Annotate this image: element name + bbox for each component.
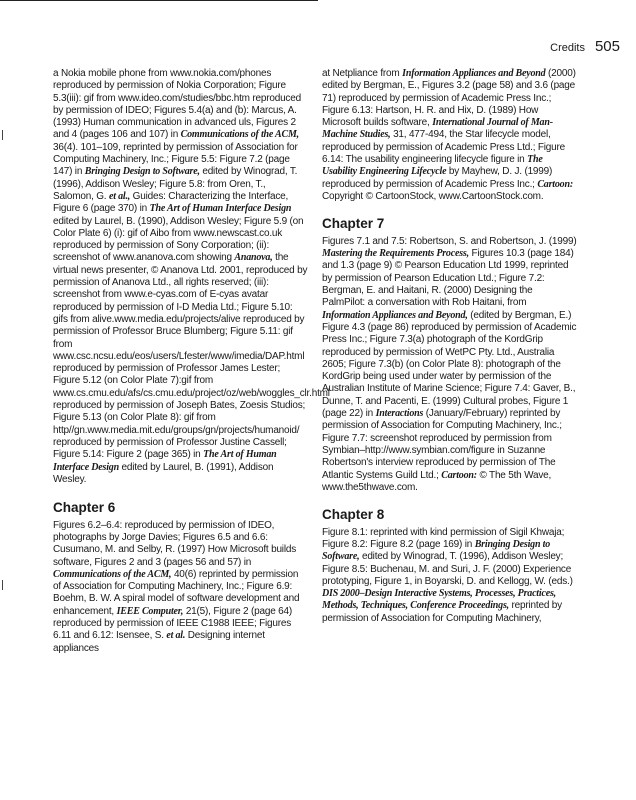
source-title: Interactions bbox=[375, 408, 424, 420]
credit-text: © The 5th Wave, www.the5thwave.com. bbox=[322, 469, 552, 493]
credit-text: 21(5), Figure 2 (page 64) reproduced by permission of IEEE C1988 IEEE; Figures 6.11 and 6.12: Isensee, S. bbox=[53, 605, 292, 642]
source-title: International Journal of Man-Machine Studies, bbox=[322, 117, 553, 141]
credit-text: (2000) edited by Bergman, E., Figures 3.2 (page 58) and 3.6 (page 71) reproduced by permission of Academic Press Inc.; Figure 6.13: Hartson, H. R. and Hix, D. (1989) How Microsoft builds software, bbox=[322, 68, 576, 129]
top-rule bbox=[0, 0, 318, 1]
credit-text: edited by Winograd, T. (1996), Addison Wesley; Figure 8.5: Buchenau, M. and Suri, J. F. (2000) Experience prototyping, Figure 1, in Boyarski, D. and Kellogg, W. (eds.) bbox=[322, 551, 573, 587]
credit-text: Figures 7.1 and 7.5: Robertson, S. and Robertson, J. (1999) bbox=[322, 235, 577, 247]
source-title: Cartoon: bbox=[441, 469, 477, 481]
credit-text: by Mayhew, D. J. (1999) reproduced by permission of Academic Press Inc.; bbox=[322, 166, 553, 190]
credit-text: Copyright © CartoonStock, www.CartoonStock.com. bbox=[322, 190, 544, 202]
source-title: Mastering the Requirements Process, bbox=[322, 248, 469, 260]
source-title: The Art of Human Interface Design bbox=[53, 449, 277, 473]
credit-text: the virtual news presenter, © Ananova Ltd. 2001, reproduced by permission of Ananova Ltd., all rights reserved; (iii): screenshot from www.e-cyas.com of E-cyas avatar reproduced by permission of I-D Media Ltd.; Figure 5.10: gifs from alive.www.media.edu/projects/alive reproduced by permission of Professor Bruce Blumberg; Figure 5.11: gif from www.csc.ncsu.edu/eos/users/Lfester/www/imedia/DAP.html reproduced by permission of Professor James Lester; Figure 5.12 (on Color Plate 7):gif from www.cs.cmu.edu/afs/cs.cmu.edu/project/oz/web/woggles_clr.html reproduced by permission of Joseph Bates, Zoesis Studios; Figure 5.13 (on Color Plate 8): gif from http//gn.www.media.mit.edu/groups/gn/projects/humanoid/ reproduced by permission of Professor Justine Cassell; Figure 5.14: Figure 2 (page 365) in bbox=[53, 252, 330, 461]
credit-text: Guides: Characterizing the Interface, Figure 6 (page 370) in bbox=[53, 190, 289, 215]
credit-text: edited by Laurel, B. (1991), Addison Wesley. bbox=[53, 461, 274, 485]
credits-paragraph bbox=[322, 527, 577, 625]
margin-mark bbox=[2, 580, 3, 590]
credit-text: Designing internet appliances bbox=[53, 630, 265, 654]
source-title: Communications of the ACM, bbox=[53, 568, 172, 580]
source-title: et al. bbox=[166, 630, 186, 642]
page-header bbox=[550, 38, 620, 55]
source-title: Bringing Design to Software, bbox=[84, 166, 200, 178]
credits-paragraph bbox=[322, 236, 577, 494]
credits-paragraph bbox=[53, 68, 330, 486]
credit-text: Figure 8.1: reprinted with kind permission of Sigil Khwaja; Figure 8.2: Figure 8.2 (page 169) in bbox=[322, 526, 565, 550]
right-column bbox=[322, 68, 577, 625]
credits-paragraph bbox=[322, 68, 577, 203]
credit-text: edited by Winograd, T. (1996), Addison Wesley; Figure 5.8: from Oren, T., Salomon, G. bbox=[53, 166, 298, 202]
credit-text: (January/February) reprinted by permission of Association for Computing Machinery, Inc.; Figure 7.7: screenshot reproduced by permission from Symbian–http://www.symbian.com/figure in Suzanne Robertson's interview reproduced by permission of The Atlantic Systems Guild Ltd.; bbox=[322, 408, 562, 481]
source-title: et al., bbox=[108, 190, 131, 202]
chapter-heading: Chapter 7 bbox=[322, 216, 385, 232]
credits-paragraph bbox=[53, 520, 308, 655]
margin-mark bbox=[2, 130, 3, 140]
source-title: Cartoon: bbox=[537, 178, 573, 190]
left-column bbox=[53, 68, 330, 655]
credit-text: reprinted by permission of Association for Computing Machinery, bbox=[322, 600, 562, 624]
credit-text: Figures 10.3 (page 184) and 1.3 (page 9) © Pearson Education Ltd 1999, reprinted by permission of Pearson Education Ltd.; Figure 7.2: Bergman, E. and Haitani, R. (2000) Designing the PalmPilot: a conversation with Rob Haitani, from bbox=[322, 248, 574, 309]
credit-text: Figures 6.2–6.4: reproduced by permission of IDEO, photographs by Jorge Davies; Figures 6.5 and 6.6: Cusumano, M. and Selby, R. (1997) How Microsoft builds software, Figures 2 and 3 (pages 56 and 57) in bbox=[53, 519, 297, 568]
credit-text: at Netpliance from bbox=[322, 68, 403, 79]
source-title: Communications of the ACM, bbox=[180, 129, 299, 141]
running-head: Credits bbox=[550, 42, 585, 54]
credit-text: a Nokia mobile phone from www.nokia.com/phones reproduced by permission of Nokia Corporation; Figure 5.3(iii): gif from www.ideo.com/studies/bbc.htm reproduced by permission of IDEO; Figures 5.4(a) and (b): Marcus, A. (1993) Human communication in advanced uls, Figures 2 and 4 (pages 106 and 107) in bbox=[53, 68, 301, 141]
source-title: Information Appliances and Beyond, bbox=[322, 309, 468, 321]
source-title: Bringing Design to Software, bbox=[322, 538, 551, 563]
credit-text: (edited by Bergman, E.) Figure 4.3 (page 86) reproduced by permission of Academic Press Inc.; Figure 7.3(a) photograph of the KordGrip reproduced by permission of WetPC Pty. Ltd., Australia 2605; Figure 7.3(b) (on Color Plate 8): photograph of the KordGrip being used under water by permission of the Australian Institute of Marine Science; Figure 7.4: Gaver, B., Dunne, T. and Pacenti, E. (1999) Cultural probes, Figure 1 (page 22) in bbox=[322, 309, 577, 420]
chapter-heading: Chapter 8 bbox=[322, 507, 385, 523]
page-number: 505 bbox=[594, 38, 620, 55]
source-title: Ananova, bbox=[234, 252, 273, 264]
source-title: The Art of Human Interface Design bbox=[149, 203, 292, 215]
chapter-heading: Chapter 6 bbox=[53, 500, 116, 516]
credit-text: 40(6) reprinted by permission of Association for Computing Machinery, Inc.; Figure 6.9: Boehm, B. W. A spiral model of software development and enhancement, bbox=[53, 568, 300, 617]
source-title: DIS 2000–Design Interactive Systems, Processes, Practices, Methods, Techniques, Conference Proceedings, bbox=[322, 588, 556, 612]
credit-text: edited by Laurel, B. (1990), Addison Wesley; Figure 5.9 (on Color Plate 6) (i): gif of Aibo from www.newscast.co.uk reproduced by permission of Sony Corporation; (ii): screenshot of www.ananova.com showing bbox=[53, 215, 304, 264]
credit-text: 36(4). 101–109, reprinted by permission of Association for Computing Machinery, Inc.; Figure 5.5: Figure 7.2 (page 147) in bbox=[53, 141, 298, 178]
source-title: The Usability Engineering Lifecycle bbox=[322, 154, 543, 178]
credit-text: 31, 477-494, the Star lifecycle model, reproduced by permission of Academic Press Ltd.; Figure 6.14: The usability engineering lifecycle figure in bbox=[322, 129, 566, 166]
source-title: IEEE Computer, bbox=[116, 605, 184, 617]
source-title: Information Appliances and Beyond bbox=[402, 68, 546, 79]
